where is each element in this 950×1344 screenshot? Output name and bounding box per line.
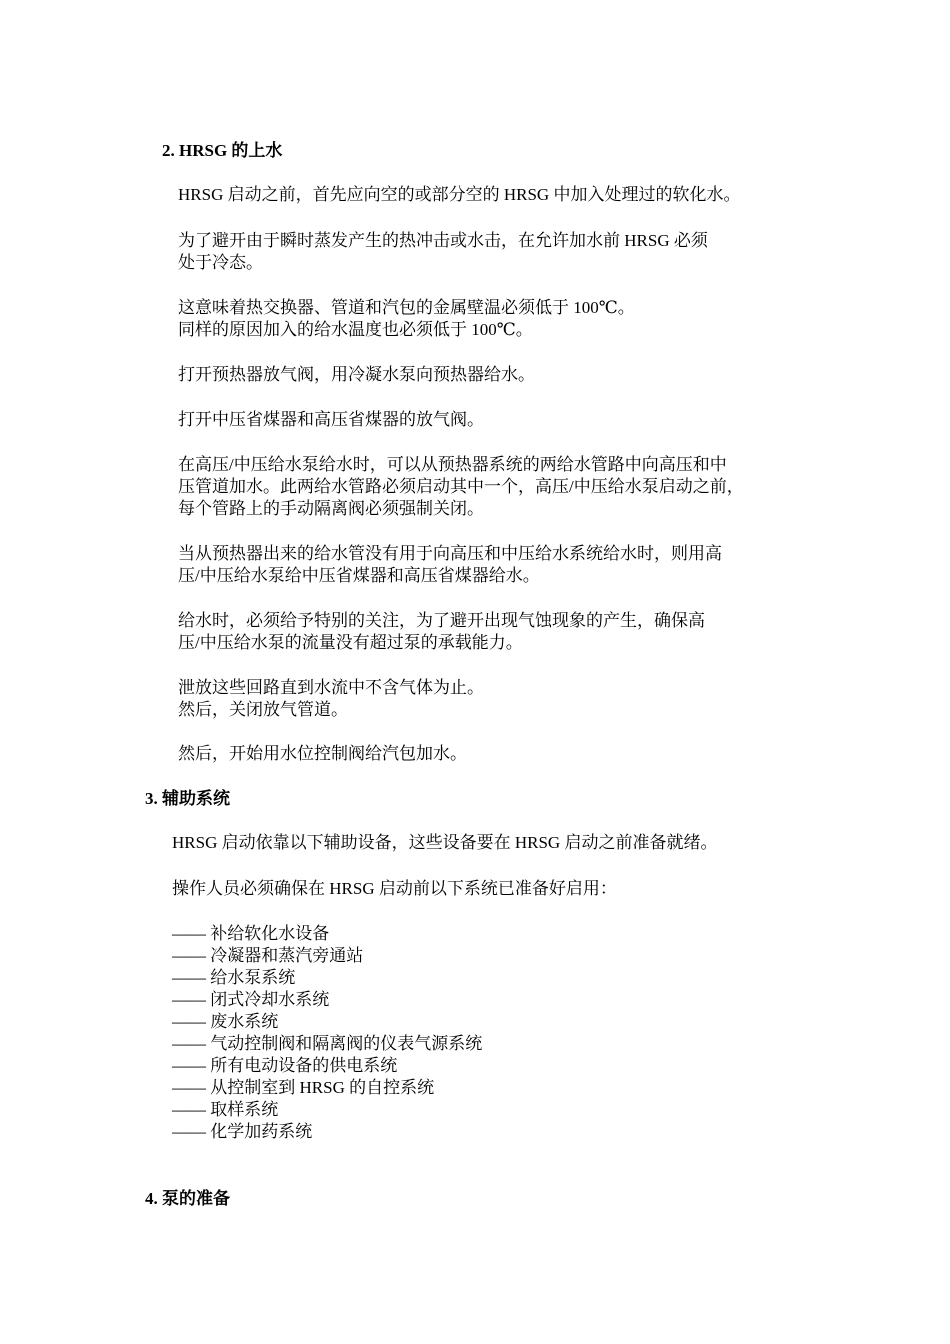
section-2-paragraph-1: HRSG 启动之前，首先应向空的或部分空的 HRSG 中加入处理过的软化水。 — [178, 185, 741, 204]
list-item: —— 气动控制阀和隔离阀的仪表气源系统 — [172, 1034, 483, 1053]
list-item: —— 冷凝器和蒸汽旁通站 — [172, 946, 364, 965]
section-2-paragraph-7-line-1: 当从预热器出来的给水管没有用于向高压和中压给水系统给水时，则用高 — [178, 544, 722, 563]
section-2-paragraph-9-line-2: 然后，关闭放气管道。 — [178, 700, 348, 719]
section-2-paragraph-6-line-1: 在高压/中压给水泵给水时，可以从预热器系统的两给水管路中向高压和中 — [178, 455, 727, 474]
section-4-heading: 4. 泵的准备 — [145, 1189, 230, 1208]
section-2-paragraph-8-line-1: 给水时，必须给予特别的关注，为了避开出现气蚀现象的产生，确保高 — [178, 611, 705, 630]
section-2-paragraph-6-line-2: 压管道加水。此两给水管路必须启动其中一个，高压/中压给水泵启动之前， — [178, 477, 744, 496]
section-2-paragraph-2-line-2: 处于冷态。 — [178, 253, 263, 272]
list-item: —— 废水系统 — [172, 1012, 279, 1031]
section-2-paragraph-6-line-3: 每个管路上的手动隔离阀必须强制关闭。 — [178, 499, 484, 518]
section-2-paragraph-10: 然后，开始用水位控制阀给汽包加水。 — [178, 744, 467, 763]
section-2-heading: 2. HRSG 的上水 — [162, 141, 283, 160]
section-2-paragraph-7-line-2: 压/中压给水泵给中压省煤器和高压省煤器给水。 — [178, 566, 540, 585]
section-2-paragraph-2-line-1: 为了避开由于瞬时蒸发产生的热冲击或水击，在允许加水前 HRSG 必须 — [178, 231, 708, 250]
section-3-heading: 3. 辅助系统 — [145, 789, 230, 808]
section-2-paragraph-3-line-2: 同样的原因加入的给水温度也必须低于 100℃。 — [178, 320, 533, 339]
section-2-paragraph-5: 打开中压省煤器和高压省煤器的放气阀。 — [178, 410, 484, 429]
section-2-paragraph-9-line-1: 泄放这些回路直到水流中不含气体为止。 — [178, 678, 484, 697]
list-item: —— 取样系统 — [172, 1100, 279, 1119]
list-item: —— 从控制室到 HRSG 的自控系统 — [172, 1078, 435, 1097]
section-3-paragraph-1: HRSG 启动依靠以下辅助设备，这些设备要在 HRSG 启动之前准备就绪。 — [172, 833, 718, 852]
list-item: —— 补给软化水设备 — [172, 924, 330, 943]
list-item: —— 化学加药系统 — [172, 1122, 313, 1141]
section-3-paragraph-2: 操作人员必须确保在 HRSG 启动前以下系统已准备好启用： — [172, 879, 617, 898]
list-item: —— 所有电动设备的供电系统 — [172, 1056, 398, 1075]
section-2-paragraph-4: 打开预热器放气阀，用冷凝水泵向预热器给水。 — [178, 365, 535, 384]
section-2-paragraph-8-line-2: 压/中压给水泵的流量没有超过泵的承载能力。 — [178, 633, 523, 652]
list-item: —— 给水泵系统 — [172, 968, 296, 987]
section-2-paragraph-3-line-1: 这意味着热交换器、管道和汽包的金属壁温必须低于 100℃。 — [178, 298, 635, 317]
list-item: —— 闭式冷却水系统 — [172, 990, 330, 1009]
